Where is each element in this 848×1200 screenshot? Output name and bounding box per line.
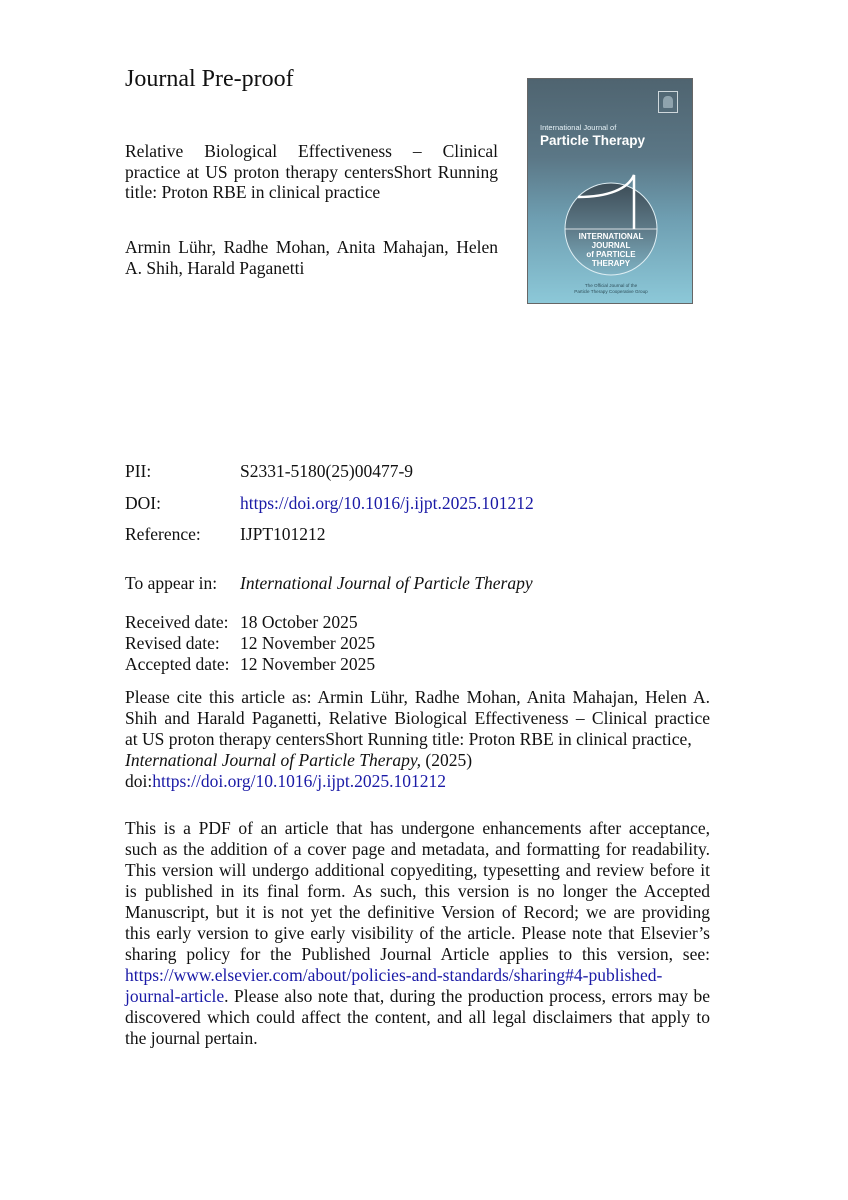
notice-line: the journal pertain. [125, 1028, 258, 1048]
cover-journal-title: Particle Therapy [540, 133, 646, 148]
appear-value: International Journal of Particle Therapy [240, 573, 533, 593]
accepted-label: Accepted date: [125, 654, 230, 674]
article-title [125, 141, 498, 203]
cover-footer [528, 283, 693, 294]
preproof-notice [125, 818, 710, 1049]
notice-line: this early version to give early visibility of the article. Please note that Elsevier’s [125, 923, 710, 943]
notice-after-link: . Please also note that, during the production process, errors may be [224, 986, 710, 1006]
cover-circle-graphic [528, 79, 693, 304]
notice-line: such as the addition of a cover page and metadata, and formatting for readability. [125, 839, 710, 859]
pii-value: S2331-5180(25)00477-9 [240, 461, 414, 481]
pre-proof-label: Journal Pre-proof [125, 66, 294, 92]
notice-line: This is a PDF of an article that has undergone enhancements after acceptance, [125, 818, 710, 838]
received-label: Received date: [125, 612, 229, 632]
author-line: Armin Lühr, Radhe Mohan, Anita Mahajan, Helen [125, 237, 498, 257]
notice-line: Manuscript, but it is not yet the definitive Version of Record; we are providing [125, 902, 710, 922]
pii-label: PII: [125, 461, 152, 481]
title-line: title: Proton RBE in clinical practice [125, 182, 381, 202]
appear-label: To appear in: [125, 573, 218, 593]
notice-line: sharing policy for the Published Journal Article applies to this version, see: [125, 944, 710, 964]
notice-line [125, 965, 710, 986]
author-line: A. Shih, Harald Paganetti [125, 258, 305, 278]
reference-label: Reference: [125, 524, 201, 544]
citation-journal-line [125, 750, 710, 771]
citation-line: Shih and Harald Paganetti, Relative Biological Effectiveness – Clinical practice [125, 708, 710, 728]
accepted-value: 12 November 2025 [240, 654, 376, 674]
citation-line: Please cite this article as: Armin Lühr, Radhe Mohan, Anita Mahajan, Helen A. [125, 687, 710, 707]
revised-value: 12 November 2025 [240, 633, 376, 653]
citation-journal: International Journal of Particle Therapy, [125, 750, 422, 770]
cover-circle-text: THERAPY [591, 259, 631, 268]
sharing-policy-link[interactable]: https://www.elsevier.com/about/policies-and-standards/sharing#4-published- [125, 965, 663, 985]
notice-line [125, 986, 710, 1007]
notice-line: This version will undergo additional copyediting, typesetting and review before it [125, 860, 710, 880]
article-authors [125, 237, 498, 279]
reference-value: IJPT101212 [240, 524, 326, 544]
citation-doi-link[interactable]: https://doi.org/10.1016/j.ijpt.2025.101212 [152, 771, 447, 791]
citation-year: (2025) [425, 750, 473, 770]
received-value: 18 October 2025 [240, 612, 358, 632]
cover-journal-small: International Journal of [540, 123, 617, 132]
citation-block [125, 687, 710, 792]
title-line: practice at US proton therapy centersShort Running [125, 161, 498, 182]
revised-label: Revised date: [125, 633, 220, 653]
notice-line: is published in its final form. As such, this version is no longer the Accepted [125, 881, 710, 901]
title-line: Relative Biological Effectiveness – Clinical [125, 141, 498, 161]
cover-footer-line: The Official Journal of the [584, 283, 638, 288]
citation-doi-line [125, 771, 710, 792]
citation-doi-prefix: doi: [125, 771, 153, 791]
journal-cover-image [527, 78, 693, 304]
cover-circle-text: of PARTICLE [586, 250, 636, 259]
notice-line: discovered which could affect the content, and all legal disclaimers that apply to [125, 1007, 710, 1027]
doi-link[interactable]: https://doi.org/10.1016/j.ijpt.2025.101212 [240, 493, 534, 513]
citation-line: at US proton therapy centersShort Running title: Proton RBE in clinical practice, [125, 729, 692, 749]
sharing-policy-link-cont[interactable]: journal-article [125, 986, 225, 1006]
cover-footer-line: Particle Therapy Cooperative Group [574, 288, 648, 294]
cover-circle-text: JOURNAL [591, 241, 631, 250]
doi-label: DOI: [125, 493, 161, 513]
cover-circle-text: INTERNATIONAL [578, 232, 644, 241]
